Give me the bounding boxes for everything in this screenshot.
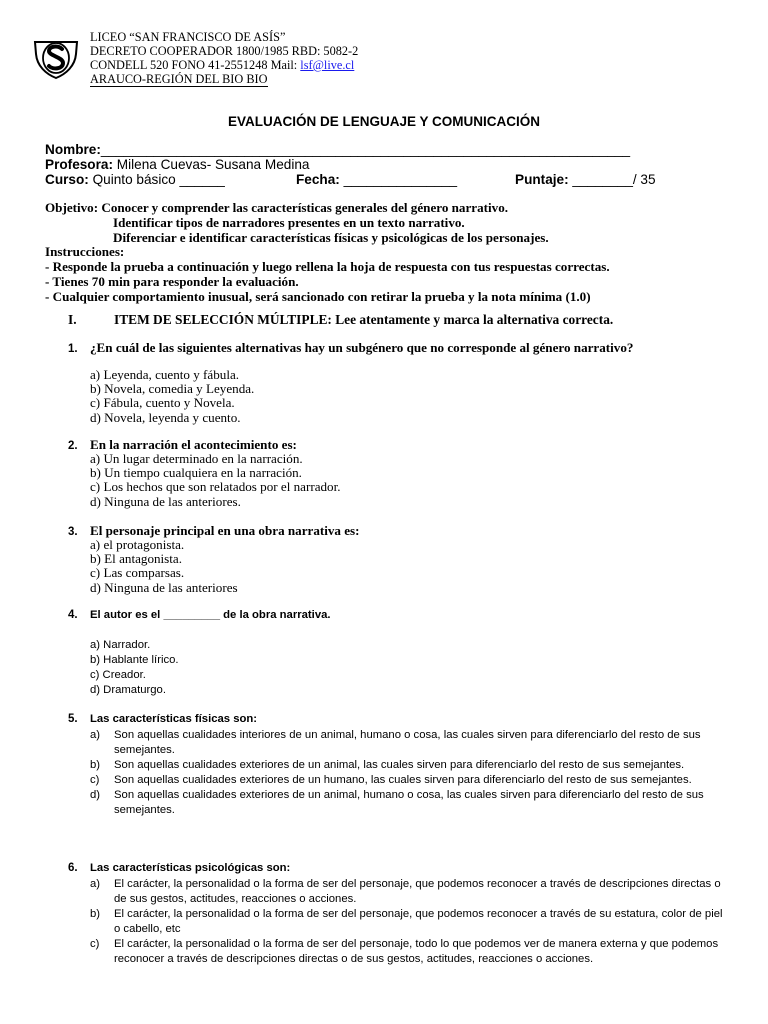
option-b[interactable]: b) Hablante lírico. bbox=[90, 654, 179, 666]
option-label: c) bbox=[90, 774, 100, 786]
objectives-block bbox=[45, 201, 610, 305]
email-link[interactable]: lsf@live.cl bbox=[300, 58, 355, 72]
question-blank: _________ bbox=[163, 609, 221, 621]
option-d[interactable]: d) Ninguna de las anteriores. bbox=[90, 493, 241, 509]
option-a[interactable]: a) Un lugar determinado en la narración. bbox=[90, 451, 303, 466]
section-number: I. bbox=[68, 312, 77, 327]
option-d[interactable]: d) Novela, leyenda y cuento. bbox=[90, 409, 241, 425]
option-a[interactable] bbox=[90, 728, 730, 758]
option-a[interactable]: a) el protagonista. bbox=[90, 537, 185, 552]
option-a[interactable] bbox=[90, 877, 730, 907]
puntaje-value: ________/ 35 bbox=[568, 172, 656, 187]
curso-value: Quinto básico ______ bbox=[88, 172, 225, 187]
question-1 bbox=[68, 340, 633, 356]
section-title: ITEM DE SELECCIÓN MÚLTIPLE: bbox=[114, 312, 332, 327]
question-number: 4. bbox=[68, 609, 78, 621]
option-c[interactable]: c) Fábula, cuento y Novela. bbox=[90, 395, 235, 411]
option-text: Son aquellas cualidades exteriores de un humano, las cuales sirven para diferenciarlo del resto de sus semejantes. bbox=[114, 774, 692, 786]
option-c[interactable]: c) Los hechos que son relatados por el narrador. bbox=[90, 479, 341, 495]
question-4-options bbox=[90, 638, 179, 698]
question-6-options bbox=[90, 877, 730, 967]
option-b[interactable]: b) El antagonista. bbox=[90, 551, 182, 567]
question-number: 6. bbox=[68, 862, 78, 874]
option-a[interactable]: a) Leyenda, cuento y fábula. bbox=[90, 367, 240, 382]
school-crest-icon bbox=[32, 36, 80, 80]
option-text: Son aquellas cualidades exteriores de un animal, humano o cosa, las cuales sirven para diferenciarlo del resto de sus semejantes. bbox=[114, 789, 704, 816]
option-label: b) bbox=[90, 759, 101, 771]
curso-field bbox=[45, 172, 225, 187]
question-text: El personaje principal en una obra narrativa es: bbox=[90, 523, 360, 538]
question-number: 2. bbox=[68, 440, 78, 452]
school-info bbox=[90, 30, 358, 87]
option-text: El carácter, la personalidad o la forma de ser del personaje, que podemos reconocer a través de descripciones directas o de sus gestos, actitudes, reacciones o acciones. bbox=[114, 878, 721, 905]
question-text: Las características psicológicas son: bbox=[90, 862, 291, 874]
question-5-options bbox=[90, 728, 730, 818]
option-b[interactable] bbox=[90, 758, 730, 773]
fecha-label: Fecha: bbox=[296, 172, 340, 187]
question-2-options bbox=[90, 452, 341, 509]
nombre-field bbox=[45, 142, 630, 157]
puntaje-field bbox=[515, 172, 656, 187]
instruction-item: - Responde la prueba a continuación y luego rellena la hoja de respuesta con tus respuestas correctas. bbox=[45, 259, 610, 275]
profesora-value: Milena Cuevas- Susana Medina bbox=[113, 157, 310, 172]
question-number: 1. bbox=[68, 343, 78, 355]
school-address bbox=[90, 58, 358, 72]
objective-line: Diferenciar e identificar características físicas y psicológicas de los personajes. bbox=[113, 229, 549, 245]
option-label: d) bbox=[90, 789, 101, 801]
instruction-item: - Cualquier comportamiento inusual, será sancionado con retirar la prueba y la nota mínima (1.0) bbox=[45, 288, 591, 304]
school-name: LICEO “SAN FRANCISCO DE ASÍS” bbox=[90, 30, 286, 44]
profesora-label: Profesora: bbox=[45, 157, 113, 172]
objective-line: Objetivo: Conocer y comprender las características generales del género narrativo. bbox=[45, 200, 509, 215]
question-number: 5. bbox=[68, 713, 78, 725]
question-number: 3. bbox=[68, 526, 78, 538]
option-d[interactable] bbox=[90, 788, 730, 818]
objective-line: Identificar tipos de narradores presentes en un texto narrativo. bbox=[113, 214, 465, 230]
page-title: EVALUACIÓN DE LENGUAJE Y COMUNICACIÓN bbox=[227, 114, 541, 129]
section-subtitle: Lee atentamente y marca la alternativa correcta. bbox=[331, 312, 614, 327]
question-text: En la narración el acontecimiento es: bbox=[90, 437, 297, 452]
instructions-label: Instrucciones: bbox=[45, 244, 125, 260]
profesora-field bbox=[45, 157, 309, 172]
option-c[interactable] bbox=[90, 937, 730, 967]
option-text: El carácter, la personalidad o la forma de ser del personaje, todo lo que podemos ver de manera externa y que podemos reconocer a través de descripciones directas o de sus gestos, actitudes, reacciones o acciones. bbox=[114, 938, 719, 965]
question-5 bbox=[68, 713, 257, 725]
option-text: El carácter, la personalidad o la forma de ser del personaje, que podemos reconocer a través de su estatura, color de piel o cabello, etc bbox=[114, 908, 723, 935]
school-decree: DECRETO COOPERADOR 1800/1985 RBD: 5082-2 bbox=[90, 44, 359, 58]
question-text: Las características físicas son: bbox=[90, 713, 258, 725]
option-d[interactable]: d) Dramaturgo. bbox=[90, 684, 166, 696]
question-text: ¿En cuál de las siguientes alternativas hay un subgénero que no corresponde al género narrativo? bbox=[90, 340, 634, 355]
section-heading bbox=[68, 312, 613, 328]
question-6 bbox=[68, 862, 290, 874]
option-c[interactable]: c) Creador. bbox=[90, 669, 146, 681]
question-4 bbox=[68, 609, 331, 621]
nombre-label: Nombre: bbox=[45, 142, 101, 157]
option-c[interactable] bbox=[90, 773, 730, 788]
option-text: Son aquellas cualidades interiores de un animal, humano o cosa, las cuales sirven para diferenciarlo del resto de sus semejantes. bbox=[114, 729, 701, 756]
option-label: b) bbox=[90, 908, 101, 920]
option-label: a) bbox=[90, 878, 101, 890]
option-a[interactable]: a) Narrador. bbox=[90, 639, 151, 651]
address-text: CONDELL 520 FONO 41-2551248 Mail: bbox=[90, 58, 301, 72]
question-3-options bbox=[90, 538, 238, 595]
question-text: El autor es el bbox=[90, 609, 164, 621]
curso-label: Curso: bbox=[45, 172, 89, 187]
option-d[interactable]: d) Ninguna de las anteriores bbox=[90, 579, 238, 595]
school-region: ARAUCO-REGIÓN DEL BIO BIO bbox=[90, 72, 268, 86]
nombre-blank: ______________________________________________________________________ bbox=[100, 142, 631, 157]
instruction-item: - Tienes 70 min para responder la evaluación. bbox=[45, 273, 299, 289]
question-text: de la obra narrativa. bbox=[220, 609, 331, 621]
question-1-options bbox=[90, 368, 254, 425]
option-b[interactable]: b) Un tiempo cualquiera en la narración. bbox=[90, 465, 302, 481]
option-b[interactable]: b) Novela, comedia y Leyenda. bbox=[90, 381, 255, 397]
option-b[interactable] bbox=[90, 907, 730, 937]
option-c[interactable]: c) Las comparsas. bbox=[90, 565, 185, 581]
option-label: a) bbox=[90, 729, 101, 741]
puntaje-label: Puntaje: bbox=[515, 172, 569, 187]
fecha-field bbox=[296, 172, 457, 187]
option-label: c) bbox=[90, 938, 100, 950]
option-text: Son aquellas cualidades exteriores de un animal, las cuales sirven para diferenciarlo del resto de sus semejantes. bbox=[114, 759, 685, 771]
fecha-value: _______________ bbox=[339, 172, 458, 187]
